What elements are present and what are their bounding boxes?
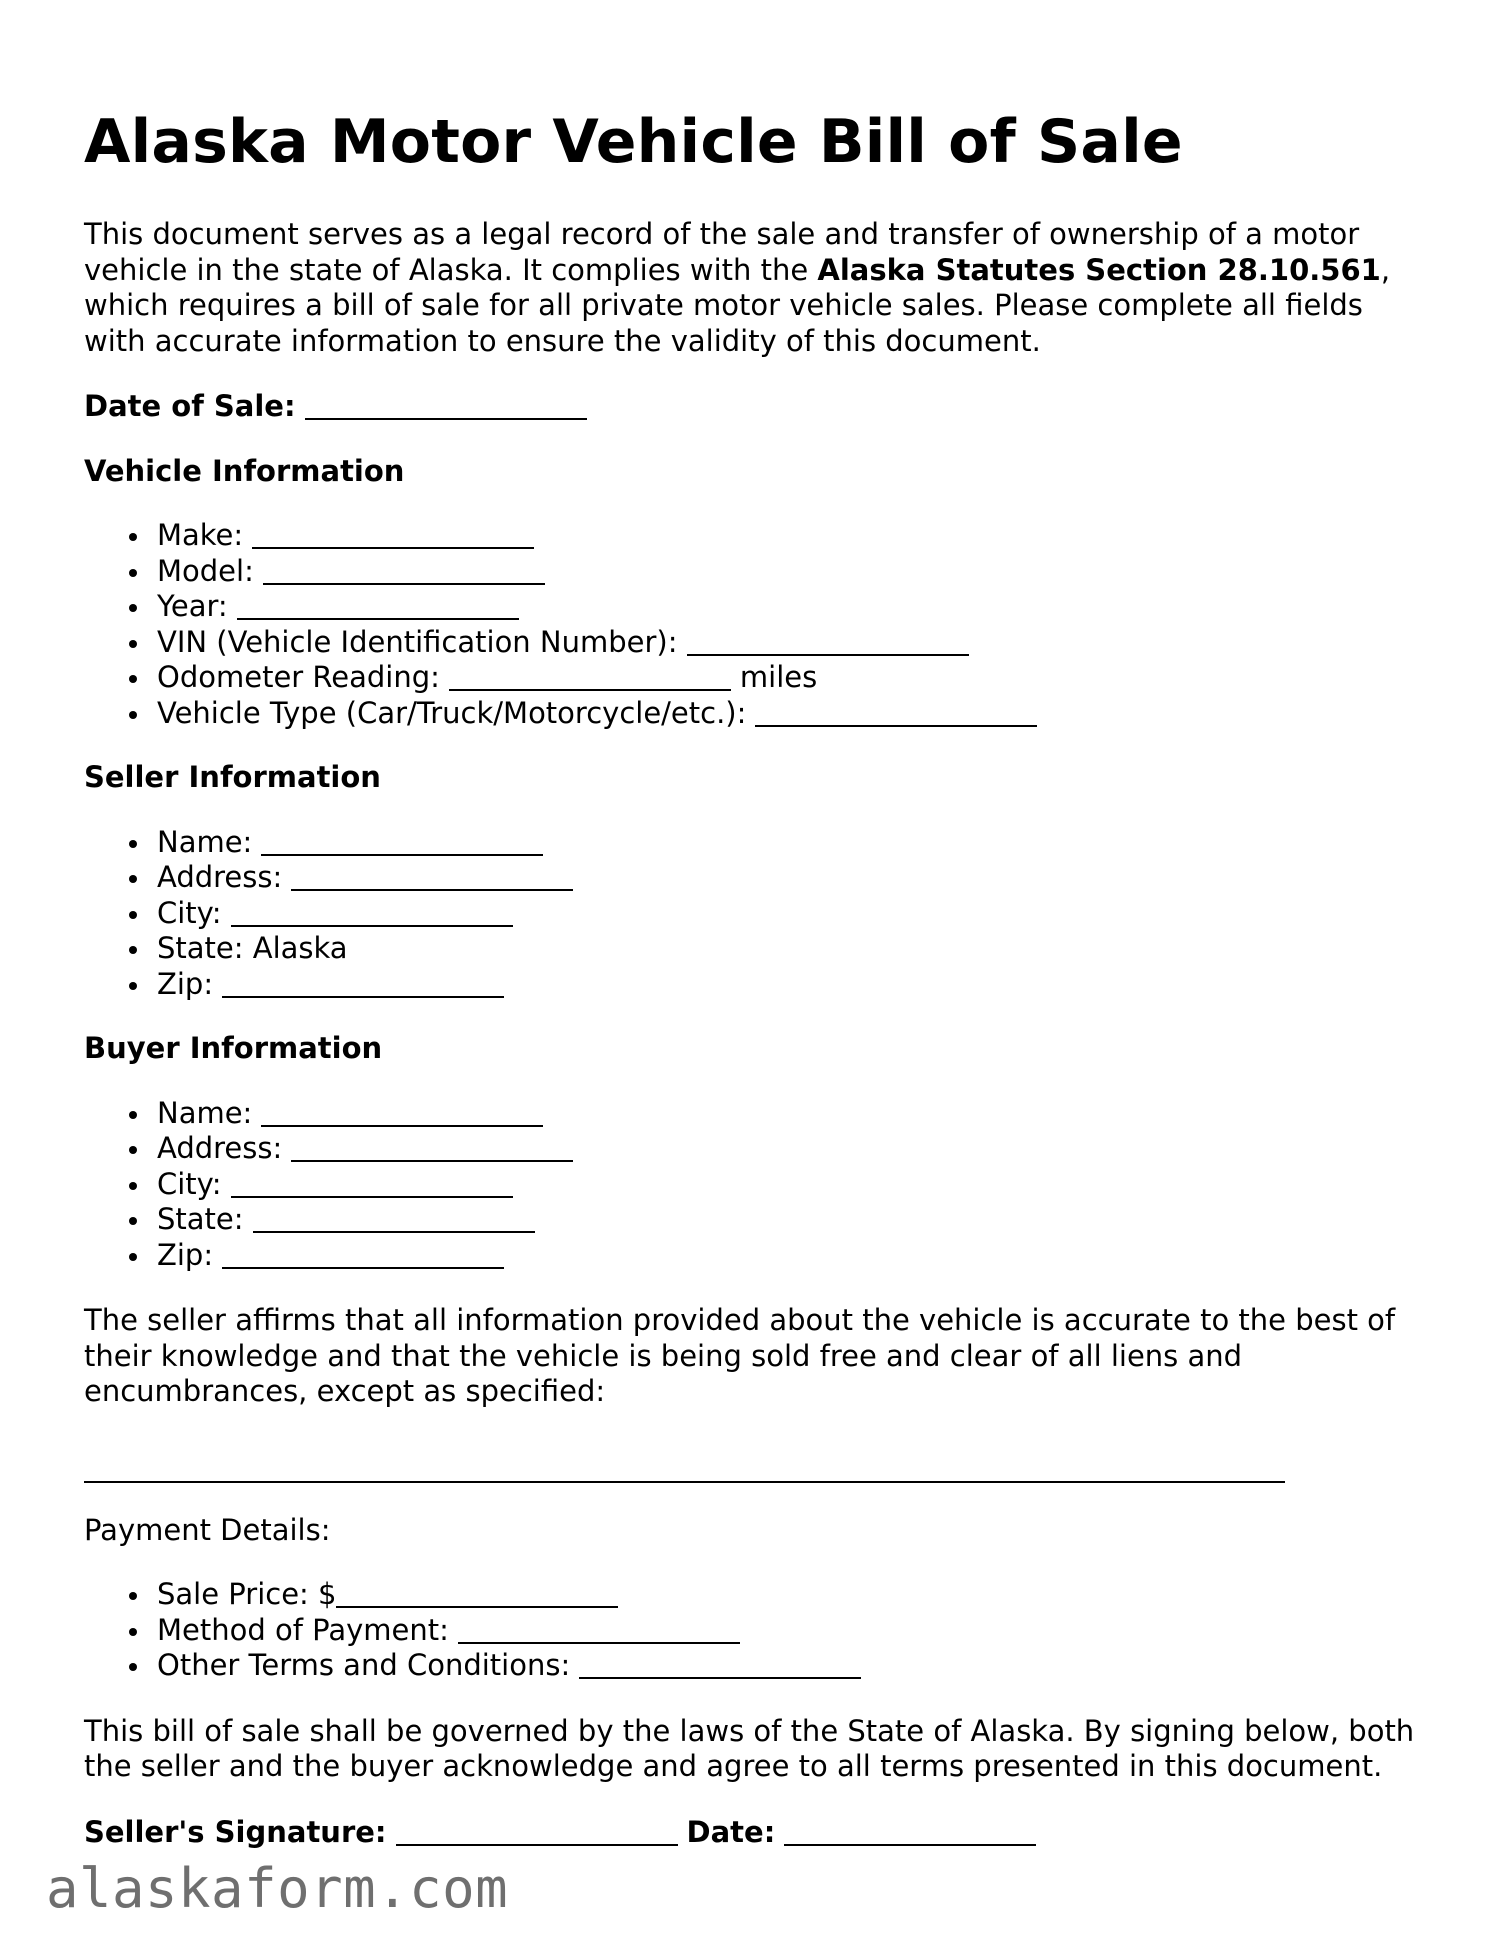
seller-state-value: State: Alaska [157,931,348,965]
list-item [157,1613,1424,1649]
seller-name-field[interactable] [261,828,543,856]
seller-city-field[interactable] [231,899,513,927]
seller-address-field[interactable] [291,863,573,891]
seller-name-label: Name: [157,824,253,859]
buyer-zip-label: Zip: [157,1237,214,1272]
date-of-sale-row [84,389,1424,425]
list-item [157,589,1424,625]
affirmation-paragraph: The seller affirms that all information provided about the vehicle is accurate to the best of their knowledge and that the vehicle is being sold free and clear of all liens and encumbrances, except as specified: [84,1303,1396,1408]
vehicle-type-label: Vehicle Type (Car/Truck/Motorcycle/etc.): [157,695,747,730]
date-of-sale-label: Date of Sale: [84,389,296,423]
seller-signature-row [84,1815,1424,1851]
intro-paragraph [84,217,1424,359]
list-item [157,1202,1424,1238]
buyer-address-label: Address: [157,1131,283,1165]
odometer-unit: miles [739,660,818,694]
seller-info-heading: Seller Information [84,760,381,794]
vin-label: VIN (Vehicle Identification Number): [157,624,678,659]
seller-signature-label: Seller's Signature: [84,1814,387,1849]
seller-zip-field[interactable] [222,970,504,998]
list-item [157,1131,1424,1167]
list-item [157,860,1424,896]
list-item [157,696,1424,732]
document-page [84,100,1424,1850]
payment-details-heading: Payment Details: [84,1512,331,1547]
odometer-field[interactable] [449,663,731,691]
list-item [157,554,1424,590]
buyer-info-list [84,1096,1424,1274]
model-field[interactable] [263,557,545,585]
other-terms-field[interactable] [579,1651,861,1679]
intro-text-after: , which requires a bill of sale for all private motor vehicle sales. Please complete all fields with accurate information to ensure the validity of this document. [84,252,1391,358]
buyer-info-heading: Buyer Information [84,1031,383,1065]
vin-field[interactable] [687,628,969,656]
date-of-sale-field[interactable] [305,392,587,420]
list-item [157,625,1424,661]
signature-date-field[interactable] [784,1818,1036,1846]
list-item [157,1167,1424,1203]
odometer-label: Odometer Reading: [157,660,440,694]
statute-reference: Alaska Statutes Section 28.10.561 [817,252,1381,287]
year-label: Year: [157,589,228,623]
sale-price-field[interactable] [336,1580,618,1608]
vehicle-info-heading: Vehicle Information [84,453,405,488]
vehicle-type-field[interactable] [755,699,1037,727]
exceptions-field[interactable] [84,1455,1285,1483]
make-field[interactable] [252,521,534,549]
vehicle-info-list [84,518,1424,731]
buyer-zip-field[interactable] [222,1241,504,1269]
governing-law-paragraph: This bill of sale shall be governed by the laws of the State of Alaska. By signing below, both the seller and the buyer acknowledge and agree to all terms presented in this document. [84,1713,1415,1783]
list-item [157,1577,1424,1613]
payment-method-label: Method of Payment: [157,1612,449,1647]
site-watermark: alaskaform.com [46,1857,509,1920]
buyer-city-label: City: [157,1166,222,1201]
list-item [157,1648,1424,1684]
buyer-state-field[interactable] [253,1205,535,1233]
seller-address-label: Address: [157,860,283,894]
buyer-state-label: State: [157,1202,244,1236]
seller-city-label: City: [157,895,222,930]
model-label: Model: [157,553,254,588]
seller-signature-field[interactable] [396,1818,678,1846]
list-item [157,896,1424,932]
make-label: Make: [157,518,244,552]
buyer-name-field[interactable] [261,1099,543,1127]
exceptions-row [84,1434,1424,1479]
sale-price-label: Sale Price: $ [157,1577,337,1611]
signature-date-label: Date: [686,1814,776,1849]
buyer-city-field[interactable] [231,1170,513,1198]
year-field[interactable] [237,592,519,620]
list-item [157,931,1424,967]
list-item [157,660,1424,696]
payment-details-list [84,1577,1424,1684]
list-item [157,1238,1424,1274]
seller-zip-label: Zip: [157,966,214,1001]
buyer-name-label: Name: [157,1095,253,1130]
other-terms-label: Other Terms and Conditions: [157,1648,571,1682]
list-item [157,825,1424,861]
seller-info-list [84,825,1424,1003]
document-title: Alaska Motor Vehicle Bill of Sale [84,107,1183,177]
list-item [157,967,1424,1003]
payment-method-field[interactable] [458,1616,740,1644]
list-item [157,1096,1424,1132]
list-item [157,518,1424,554]
buyer-address-field[interactable] [291,1134,573,1162]
intro-text-before: This document serves as a legal record of the sale and transfer of ownership of a motor vehicle in the state of Alaska. It complies with the [84,217,1360,287]
